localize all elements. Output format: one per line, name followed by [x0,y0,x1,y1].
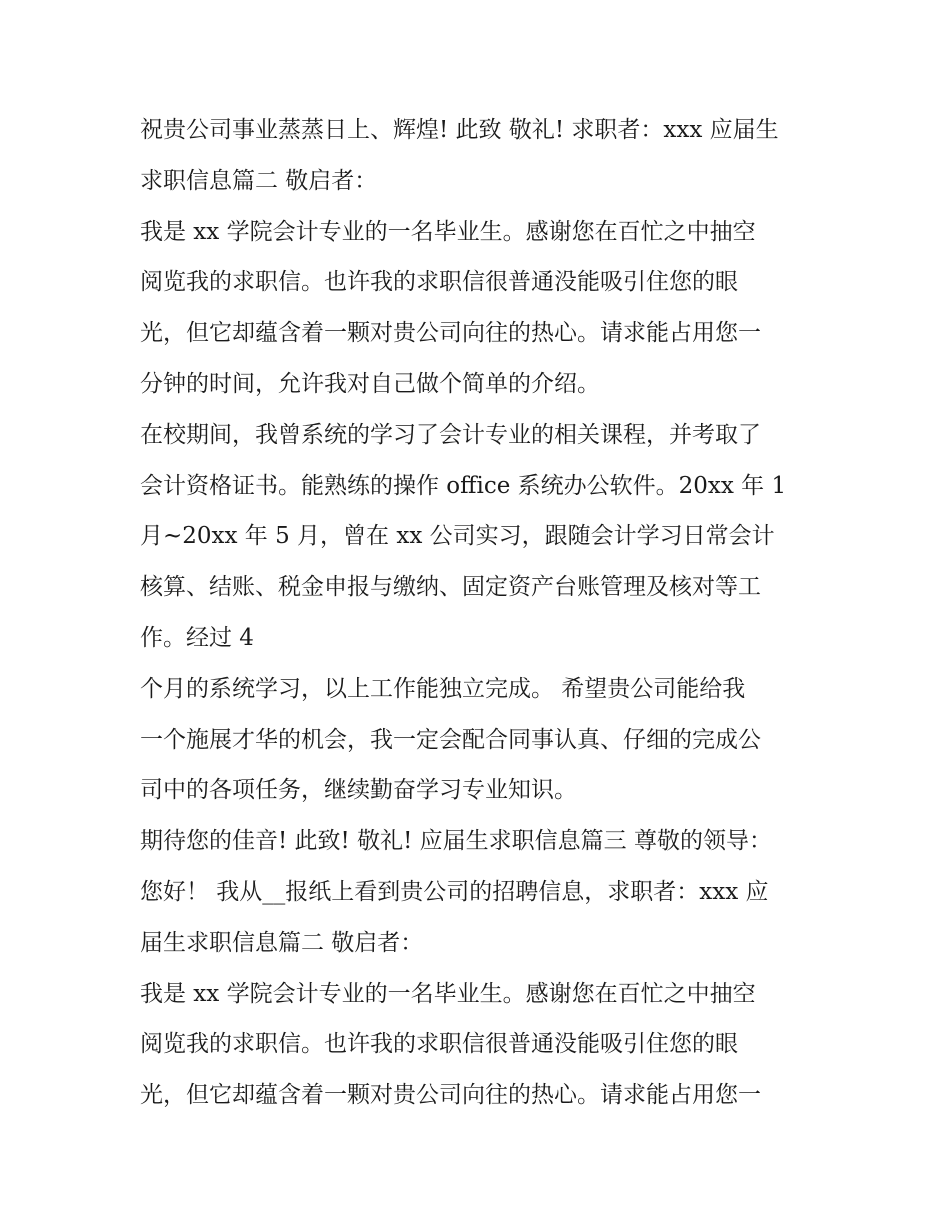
text-line: 会计资格证书。能熟练的操作 office 系统办公软件。20xx 年 1 [140,472,787,499]
text-line: 期待您的佳音! 此致! 敬礼! 应届生求职信息篇三 尊敬的领导： [140,828,772,855]
document-body [140,105,820,1121]
text-line: 求职信息篇二 敬启者： [140,167,378,194]
text-line: 一个施展才华的机会，我一定会配合同事认真、仔细的完成公 [140,726,761,753]
text-line: 阅览我的求职信。也许我的求职信很普通没能吸引住您的眼 [140,269,738,296]
text-line: 作。经过 4 [140,624,254,651]
text-line: 分钟的时间，允许我对自己做个简单的介绍。 [140,370,600,397]
text-line: 个月的系统学习，以上工作能独立完成。 希望贵公司能给我 [140,675,746,702]
text-line: 核算、结账、税金申报与缴纳、固定资产台账管理及核对等工 [140,574,761,601]
text-line: 阅览我的求职信。也许我的求职信很普通没能吸引住您的眼 [140,1031,738,1058]
text-line: 在校期间，我曾系统的学习了会计专业的相关课程，并考取了 [140,421,761,448]
text-line: 司中的各项任务，继续勤奋学习专业知识。 [140,777,577,804]
text-line: 届生求职信息篇二 敬启者： [140,929,424,956]
text-line: 光，但它却蕴含着一颗对贵公司向往的热心。请求能占用您一 [140,1082,761,1109]
text-line: 我是 xx 学院会计专业的一名毕业生。感谢您在百忙之中抽空 [140,218,756,245]
text-line: 您好！ 我从__报纸上看到贵公司的招聘信息，求职者：xxx 应 [140,878,769,905]
text-line: 光，但它却蕴含着一颗对贵公司向往的热心。请求能占用您一 [140,320,761,347]
text-line: 我是 xx 学院会计专业的一名毕业生。感谢您在百忙之中抽空 [140,980,756,1007]
text-line: 月~20xx 年 5 月，曾在 xx 公司实习，跟随会计学习日常会计 [140,523,775,550]
text-line: 祝贵公司事业蒸蒸日上、辉煌! 此致 敬礼! 求职者：xxx 应届生 [140,117,779,143]
